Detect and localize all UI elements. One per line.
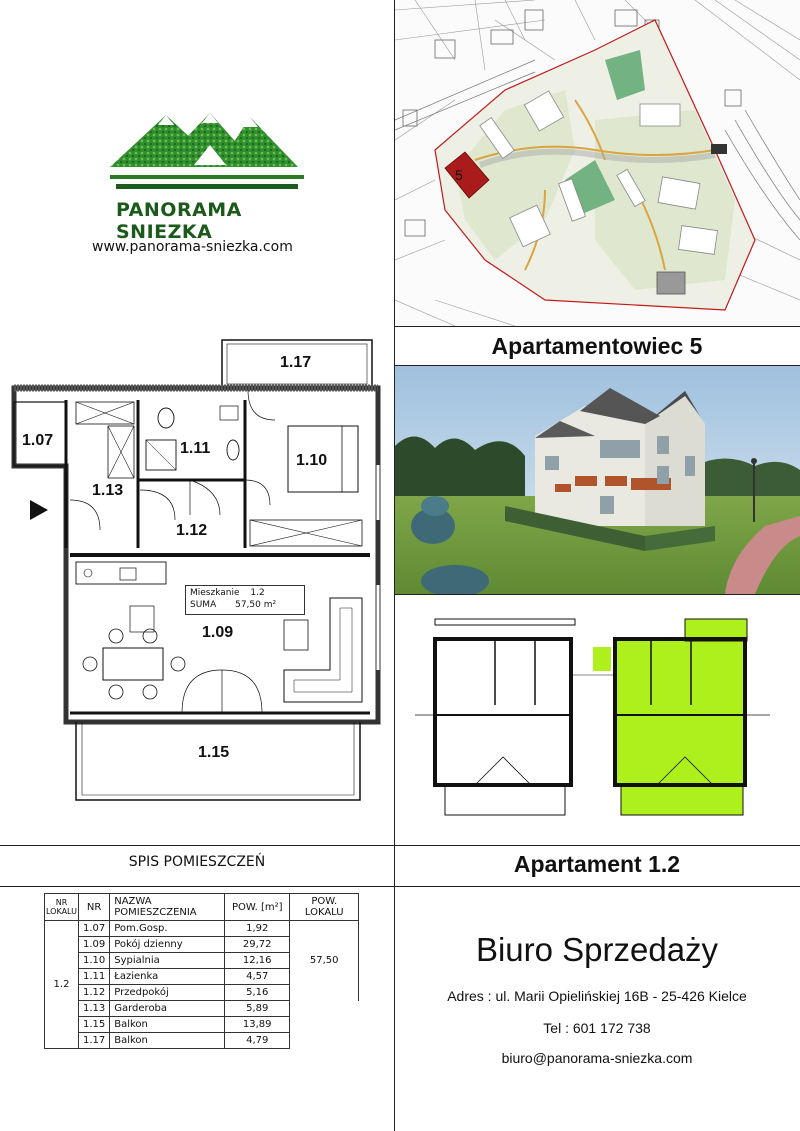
cell-nr: 1.13 xyxy=(78,1001,109,1017)
cell-name: Balkon xyxy=(110,1017,225,1033)
cell-nr: 1.11 xyxy=(78,969,109,985)
room-list-heading: SPIS POMIESZCZEŃ xyxy=(128,854,266,870)
info-label-apartment: Mieszkanie xyxy=(190,588,240,598)
room-label-1-11: 1.11 xyxy=(180,440,211,457)
col-header-lokal: NR LOKALU xyxy=(45,894,79,921)
table-row xyxy=(45,921,359,937)
cell-area: 5,16 xyxy=(225,985,290,1001)
cell-name: Balkon xyxy=(110,1033,225,1049)
cell-area: 5,89 xyxy=(225,1001,290,1017)
sales-office-phone[interactable]: Tel : 601 172 738 xyxy=(543,1020,651,1036)
cell-name: Garderoba xyxy=(110,1001,225,1017)
cell-area: 4,79 xyxy=(225,1033,290,1049)
room-label-1-12: 1.12 xyxy=(176,522,208,539)
room-label-1-15: 1.15 xyxy=(198,744,230,761)
sales-office-title: Biuro Sprzedaży xyxy=(475,931,719,968)
divider-middle xyxy=(0,845,800,846)
building-render xyxy=(395,366,800,594)
site-plan xyxy=(395,0,800,326)
cell-area: 29,72 xyxy=(225,937,290,953)
sales-office-address: Adres : ul. Marii Opielińskiej 16B - 25-426 Kielce xyxy=(447,988,747,1004)
building-title: Apartamentowiec 5 xyxy=(491,333,703,359)
room-table-wrapper xyxy=(44,893,359,1049)
cell-name: Sypialnia xyxy=(110,953,225,969)
cell-area: 1,92 xyxy=(225,921,290,937)
room-label-1-07: 1.07 xyxy=(22,432,54,449)
divider-lower xyxy=(0,886,800,887)
cell-nr: 1.07 xyxy=(78,921,109,937)
apartment-info-box xyxy=(185,585,305,615)
apartment-title: Apartament 1.2 xyxy=(513,851,681,877)
room-label-1-13: 1.13 xyxy=(92,482,124,499)
room-label-1-09: 1.09 xyxy=(202,624,234,641)
cell-nr: 1.10 xyxy=(78,953,109,969)
table-header-row xyxy=(45,894,359,921)
room-label-1-17: 1.17 xyxy=(280,354,312,371)
room-label-1-10: 1.10 xyxy=(296,452,328,469)
divider-right-top xyxy=(394,326,800,327)
col-header-nr: NR xyxy=(78,894,109,921)
logo-block xyxy=(92,67,310,277)
col-header-name: NAZWA POMIESZCZENIA xyxy=(110,894,225,921)
info-value-sum: 57,50 m² xyxy=(235,600,277,610)
col-header-area: POW. [m²] xyxy=(225,894,290,921)
cell-total: 57,50 xyxy=(290,921,359,1001)
mountain-logo xyxy=(98,67,310,207)
sales-office-email[interactable]: biuro@panorama-sniezka.com xyxy=(501,1050,693,1066)
col-header-total: POW. LOKALU xyxy=(290,894,359,921)
cell-name: Pokój dzienny xyxy=(110,937,225,953)
website-url[interactable]: www.panorama-sniezka.com xyxy=(92,239,293,255)
cell-area: 12,16 xyxy=(225,953,290,969)
building-number-marker: 5 xyxy=(455,167,463,183)
cell-nr: 1.09 xyxy=(78,937,109,953)
cell-nr: 1.17 xyxy=(78,1033,109,1049)
table-row xyxy=(45,1033,359,1049)
brand-name: PANORAMA SNIEZKA xyxy=(116,199,242,243)
sales-office xyxy=(394,930,800,1066)
cell-area: 4,57 xyxy=(225,969,290,985)
floor-plan xyxy=(0,330,394,840)
cell-area: 13,89 xyxy=(225,1017,290,1033)
cell-nr: 1.15 xyxy=(78,1017,109,1033)
cell-name: Pom.Gosp. xyxy=(110,921,225,937)
cell-name: Przedpokój xyxy=(110,985,225,1001)
key-plan xyxy=(395,595,800,845)
cell-nr: 1.12 xyxy=(78,985,109,1001)
room-table xyxy=(44,893,359,1049)
cell-name: Łazienka xyxy=(110,969,225,985)
table-row xyxy=(45,1001,359,1017)
info-value-apartment: 1.2 xyxy=(250,588,265,598)
cell-lokal: 1.2 xyxy=(45,921,79,1049)
table-row xyxy=(45,1017,359,1033)
info-label-sum: SUMA xyxy=(190,600,217,610)
